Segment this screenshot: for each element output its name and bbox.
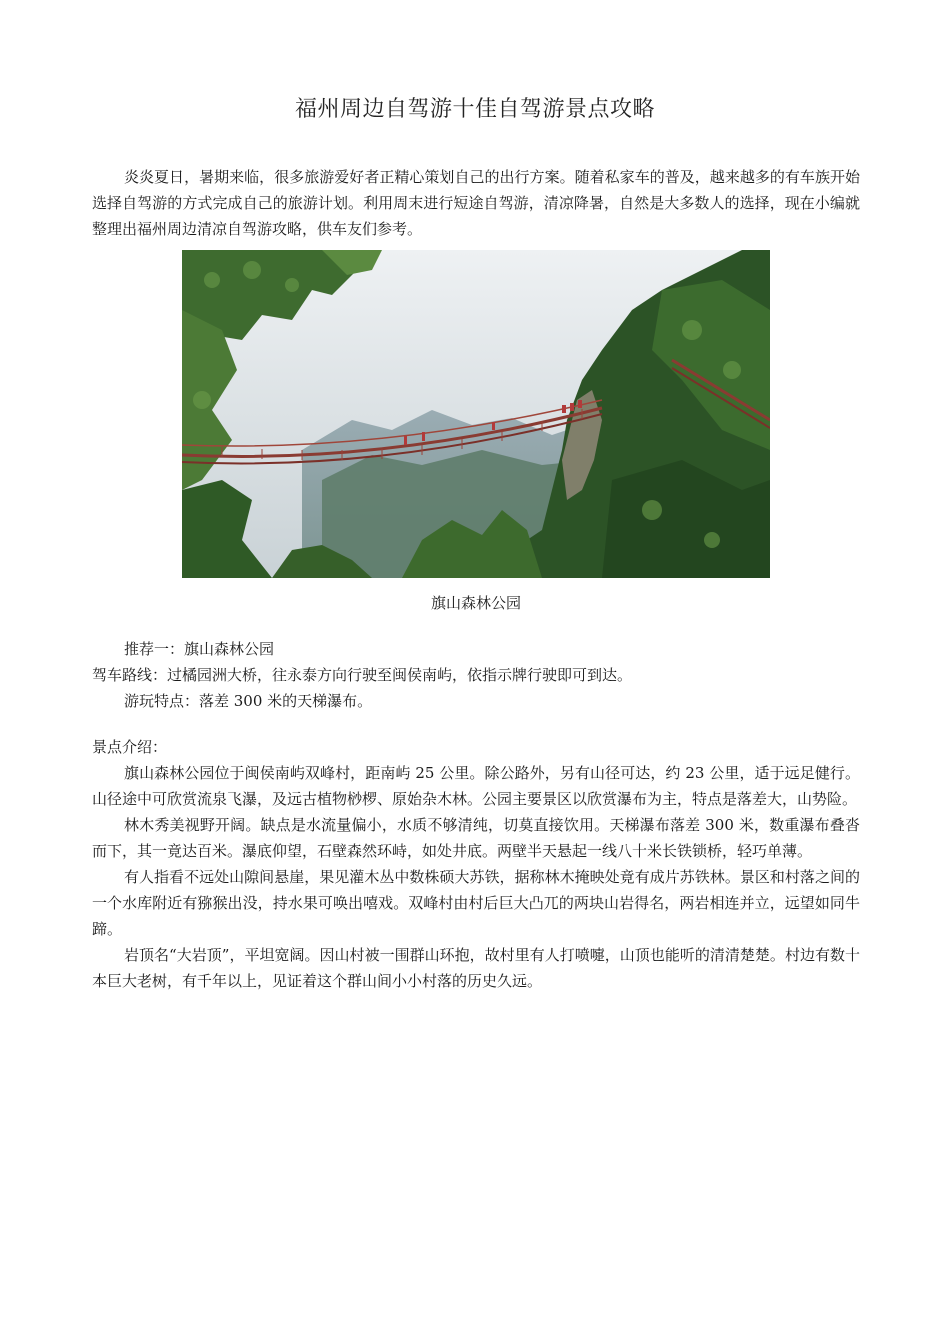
body-paragraph: 岩顶名“大岩顶”，平坦宽阔。因山村被一围群山环抱，故村里有人打喷嚏，山顶也能听的清清楚楚。村边有数十本巨大老树，有千年以上，见证着这个群山间小小村落的历史久远。 [92,946,860,990]
body-paragraph: 旗山森林公园位于闽侯南屿双峰村，距南屿 25 公里。除公路外，另有山径可达，约 23 公里，适于远足健行。山径途中可欣赏流泉飞瀑，及远古植物桫椤、原始杂木林。公园主要景区以欣赏瀑布为主，特点是落差大，山势险。 [92,764,860,808]
recommend-line: 推荐一：旗山森林公园 [124,640,275,658]
body-paragraph: 林木秀美视野开阔。缺点是水流量偏小，水质不够清纯，切莫直接饮用。天梯瀑布落差 300 米，数重瀑布叠沓而下，其一竟达百米。瀑底仰望，石壁森然环峙，如处井底。两壁半天悬起一线八十米长铁锁桥，轻巧单薄。 [92,816,860,860]
document-body [92,164,860,994]
document-title: 福州周边自驾游十佳自驾游景点攻略 [294,97,655,122]
route-line: 驾车路线：过橘园洲大桥，往永泰方向行驶至闽侯南屿，依指示牌行驶即可到达。 [92,666,633,684]
photo-caption: 旗山森林公园 [430,594,521,612]
intro-heading: 景点介绍： [92,738,168,756]
body-paragraph: 有人指看不远处山隙间悬崖，果见灌木丛中数株硕大苏铁，据称林木掩映处竟有成片苏铁林。景区和村落之间的一个水库附近有猕猴出没，持水果可唤出嘻戏。双峰村由村后巨大凸兀的两块山岩得名，两岩相连并立，远望如同牛蹄。 [92,868,860,938]
suspension-bridge-photo [182,250,770,578]
intro-paragraph: 炎炎夏日，暑期来临，很多旅游爱好者正精心策划自己的出行方案。随着私家车的普及，越来越多的有车族开始选择自驾游的方式完成自己的旅游计划。利用周末进行短途自驾游，清凉降暑，自然是大多数人的选择，现在小编就整理出福州周边清凉自驾游攻略，供车友们参考。 [92,168,860,238]
feature-line: 游玩特点：落差 300 米的天梯瀑布。 [124,692,373,710]
forest-bridge-illustration [182,250,770,578]
